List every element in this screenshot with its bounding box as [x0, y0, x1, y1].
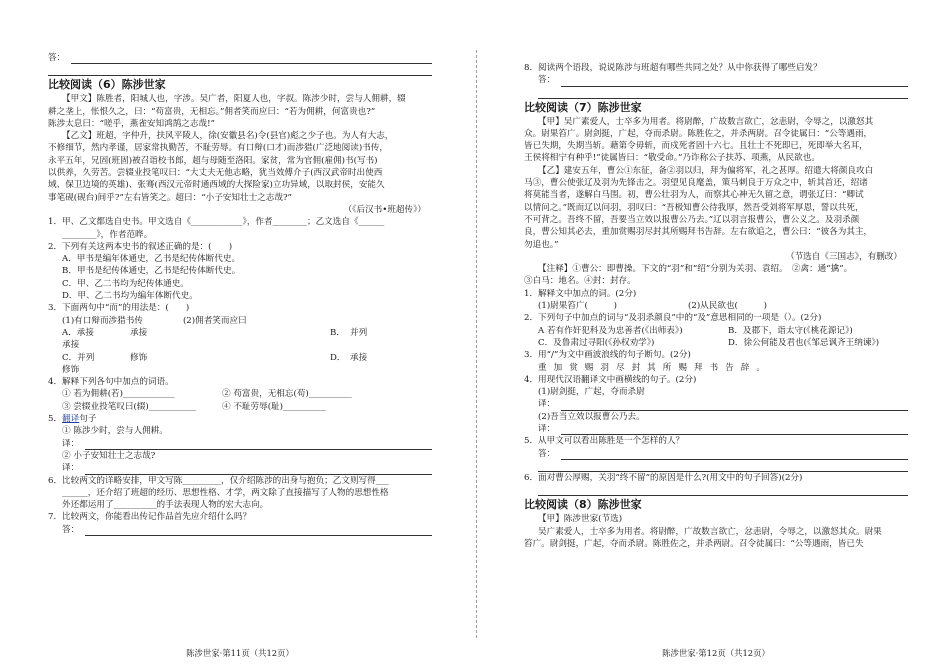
question-4-row-2[interactable]: ③ 尝辍业投笔叹曰(辍)___________ ④ 不耻劳辱(耻)__________ [62, 401, 326, 412]
question-4: 4．用现代汉语翻译文中画横线的句子。(2分) [524, 374, 697, 385]
notes-line: 【注释】①曹公：即曹操。下文的“羽”和“绍”分别为关羽、袁绍。 ②禽：通“擒”。 [538, 264, 853, 275]
question-4: 4．解释下列各句中加点的词语。 [48, 377, 174, 388]
question-4-answer-1[interactable]: 译： [524, 398, 908, 410]
passage-jia-line: 【甲】吴广素爱人，士卒多为用者。将尉醉，广故数言欲亡，忿恚尉，令辱之，以激怒其 [538, 116, 874, 127]
passage-yi-line: 【乙文】班超，字仲升，扶风平陵人，徐(安徽县名)令(县官)彪之少子也。为人有大志， [62, 131, 394, 142]
question-2-row-ab[interactable]: A 若有作奸犯科及为忠善者(《出师表》) B．及郡下，诣太守(《桃花源记》) [538, 325, 853, 336]
question-5-sentence-1: ① 陈涉少时，尝与人佣耕。 [62, 426, 168, 437]
page-divider [476, 50, 477, 638]
passage-yi-line: 不可背之。吾终不留，吾要当立效以报曹公乃去。”辽以羽言报曹公，曹公义之。及羽杀颜 [524, 214, 860, 225]
passage-jia-line: 陈涉太息曰：“嗟乎，燕雀安知鸿鹄之志哉!” [48, 118, 215, 129]
question-8-answer[interactable]: 答： [524, 74, 908, 86]
notes-line: ③白马：地名。④封：封存。 [524, 276, 636, 287]
passage-jia-line: 王侯将相宁有种乎!”徒属皆曰：“敬受命。”乃诈称公子扶苏、项燕，从民欲也。 [524, 153, 820, 164]
question-8: 8．阅读两个语段，说说陈涉与班超有哪些共同之处？从中你获得了哪些启发？ [524, 63, 822, 73]
passage-yi-line: 【乙】建安五年，曹公①东征，备②羽以归，拜为偏将军，礼之甚厚。绍遣大将颜良攻白 [538, 165, 874, 176]
passage-jia-line: 吴广素爱人，士卒多为用者。将尉醉，广故数言欲亡，忿恚尉，令辱之，以激怒其众。尉果 [538, 526, 882, 537]
section-title-6: 比较阅读（6）陈涉世家 [48, 78, 166, 92]
question-4-sentence-2: (2)吾当立效以报曹公乃去。 [538, 411, 645, 422]
question-1[interactable]: 1．甲、乙文都选自史书。甲文选自《____________》，作者________；乙文选自《______ [48, 217, 385, 228]
passage-yi-line: 马③，曹公使张辽及羽为先锋击之。羽望见良麾盖，策马刺良于万众之中，斩其首还，绍诸 [524, 178, 868, 189]
top-answer-line[interactable]: 答： [48, 52, 432, 64]
question-2: 2．下列有关这两本史书的叙述正确的是：( ) [48, 241, 233, 252]
question-1-items[interactable]: (1)尉果笞广( ) (2)从民欲也( ) [538, 301, 768, 312]
question-1: 1．解释文中加点的词。(2分) [524, 288, 637, 299]
question-5-answer-1[interactable]: 译： [48, 438, 432, 450]
translate-link[interactable]: 翻译 [62, 414, 80, 425]
question-3-sentence[interactable]: 重加赏赐羽尽封其所赐拜书告辞。 [538, 362, 772, 373]
question-1-cont[interactable]: ________》，作者范晔。 [62, 229, 153, 240]
passage-jia-line: 皆已失期，失期当斩。藉第令毋斩，而戍死者固十六七。且壮士不死即已，死即举大名耳， [524, 141, 868, 152]
answer-line[interactable] [538, 87, 908, 99]
question-3-row-ab[interactable]: A．承接 承接 B． 并列 [62, 327, 368, 338]
option-b[interactable]: B．甲书是纪传体通史，乙书是纪传体断代史。 [62, 266, 241, 277]
question-4-sentence-1: (1)尉剑挺，广起，夺而杀尉 [538, 387, 645, 398]
question-7-answer[interactable]: 答： [48, 524, 432, 536]
passage-source: （节选自《三国志》，有删改） [785, 251, 902, 262]
question-7: 7．比较两文，你能看出传记作品首先应介绍什么吗？ [48, 512, 252, 523]
question-6[interactable]: 6．比较两文的详略安排，甲文写陈_________，仅介绍陈涉的出身与抱负；乙文则写得___ [48, 475, 389, 486]
passage-yi-line: 将莫能当者，遂解白马围。初，曹公壮羽为人，而察其心神无久留之意，谓张辽曰：“卿试 [524, 190, 864, 201]
answer-line[interactable] [48, 64, 432, 76]
question-3-row-cd-cont: 修饰 [62, 364, 80, 375]
question-3: 3．用“/”为文中画波浪线的句子断句。(2分) [524, 350, 691, 361]
question-3-row-ab-cont: 承接 [62, 340, 80, 351]
question-4-answer-2[interactable]: 译： [524, 423, 908, 435]
page-footer: 陈涉世家·第12页（共12页） [662, 648, 770, 658]
question-3-row-cd[interactable]: C．并列 修饰 D． 承接 [62, 352, 368, 363]
page-footer: 陈涉世家·第11页（共12页） [186, 648, 294, 658]
question-5: 5．翻译句子 [48, 414, 97, 425]
question-5: 5．从甲文可以看出陈胜是一个怎样的人？ [524, 436, 685, 447]
answer-line[interactable] [538, 460, 908, 472]
answer-line[interactable] [538, 484, 908, 496]
question-6-cont[interactable]: 外还都运用了__________的手法表现人物的宏大志向。 [62, 500, 269, 511]
section-title-7: 比较阅读（7）陈涉世家 [524, 100, 642, 114]
option-c[interactable]: C．甲、乙二书均为纪传体通史。 [62, 278, 189, 289]
passage-jia-line: 【甲文】陈胜者，阳城人也，字涉。吴广者，阳夏人也，字叔。陈涉少时，尝与人佣耕，辍 [62, 94, 406, 105]
question-3: 3．下面两句中“而”的用法是：( ) [48, 303, 190, 314]
passage-yi-line: 以情问之。”既而辽以问羽，羽叹曰：“吾极知曹公待我厚，然吾受刘将军厚恩，誓以共死， [524, 202, 864, 213]
question-5-answer[interactable]: 答： [524, 448, 908, 460]
section-title-8: 比较阅读（8）陈涉世家 [524, 498, 642, 512]
passage-yi-line: 不修细节，然内孝谨，居家常执勤苦，不耻劳辱。有口辩(口才)而涉猎(广泛地阅读)书传， [48, 143, 388, 154]
question-6-cont[interactable]: ______，还介绍了班超的经历、思想性格、才学，两文除了直接描写了人物的思想性格 [62, 487, 389, 498]
passage-yi-line: 以供养，久劳苦。尝辍业投笔叹曰：“大丈夫无他志略，犹当效傅介子(西汉武帝时出使西 [48, 168, 383, 179]
passage-yi-line: 域、保卫边境的英雄)、张骞(西汉元帝时通西域的大探险家)立功异域，以取封侯，安能久 [48, 180, 385, 191]
option-d[interactable]: D．甲、乙二书均为编年体断代史。 [62, 291, 198, 302]
passage-jia-line: 笞广。尉剑挺，广起，夺而杀尉。陈胜佐之，并杀两尉。召令徒属曰：“公等遇雨，皆已失 [524, 538, 864, 549]
question-5-answer-2[interactable]: 译： [48, 462, 432, 474]
passage-yi-line: 事笔砚(砚台)间乎?”左右皆笑之。超曰：“小子安知壮士之志哉?” [48, 192, 292, 203]
passage-yi-line: 永平五年，兄固(班固)被召诣校书郎，超与母随至洛阳。家贫，常为官佣(雇佣)书(写书) [48, 155, 378, 166]
question-5-sentence-2: ② 小子安知壮士之志哉? [62, 450, 156, 461]
left-page [48, 0, 432, 671]
passage-heading: 【甲】陈涉世家(节选) [538, 514, 623, 525]
passage-jia-line: 耕之垄上，怅恨久之，曰：“苟富贵，无相忘。”佣者笑而应曰：“若为佣耕，何富贵也?” [48, 106, 376, 117]
question-2: 2．下列句子中加点的词与“及羽杀颜良”中的“及”意思相同的一项是（）。(2分) [524, 313, 822, 324]
question-3-sentences: (1)有口辩而涉猎书传 (2)佣者笑而应曰 [62, 315, 247, 326]
passage-source: （《后汉书•班超传》） [343, 204, 426, 215]
passage-yi-line: 良，曹公知其必去，重加赏赐羽尽封其所赐拜书告辞。左右欲追之，曹公曰：“彼各为其主， [524, 227, 873, 238]
question-2-row-cd[interactable]: C．及鲁肃过寻阳(《孙权劝学》) D．徐公何能及君也(《邹忌讽齐王纳谏》) [538, 337, 880, 348]
question-4-row-1[interactable]: ① 若为佣耕(若)____________ ② 苟富贵，无相忘(苟)__________ [62, 389, 352, 400]
right-page [524, 0, 908, 671]
option-a[interactable]: A．甲书是编年体通史，乙书是纪传体断代史。 [62, 254, 241, 265]
question-6: 6．面对曹公厚赐，关羽“终不留”的原因是什么?(用文中的句子回答)(2分) [524, 472, 803, 483]
passage-jia-line: 众。尉果笞广。尉剑挺，广起，夺而杀尉。陈胜佐之，并杀两尉。召令徒属曰：“公等遇雨， [524, 128, 873, 139]
passage-yi-line: 勿追也。” [524, 239, 559, 250]
